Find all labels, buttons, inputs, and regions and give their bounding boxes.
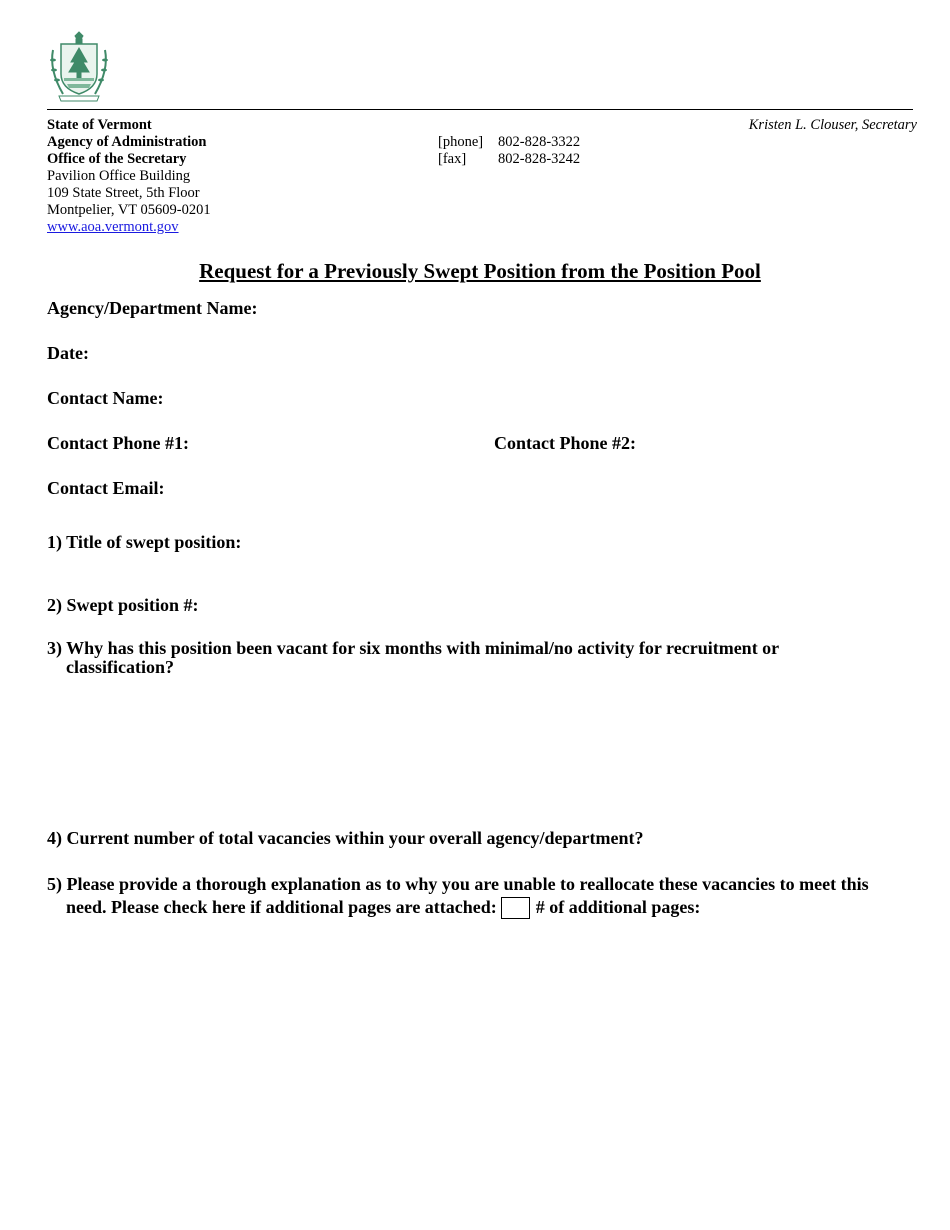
fax-label: [fax] (438, 151, 467, 167)
contact-email-label: Contact Email: (47, 478, 165, 498)
question-5-line2: need. Please check here if additional pages are attached: (66, 897, 497, 917)
question-5-line2-wrap (47, 896, 917, 919)
agency-name: Agency of Administration (47, 134, 207, 150)
form-title: Request for a Previously Swept Position from the Position Pool (199, 259, 761, 283)
vermont-seal-icon (47, 30, 111, 104)
street-address: 109 State Street, 5th Floor (47, 185, 200, 201)
city-state-zip: Montpelier, VT 05609-0201 (47, 202, 211, 218)
office-name: Office of the Secretary (47, 151, 187, 167)
state-name: State of Vermont (47, 117, 152, 133)
contact-numbers (438, 134, 580, 168)
question-1: 1) Title of swept position: (47, 532, 242, 552)
secretary-name: Kristen L. Clouser, Secretary (748, 117, 917, 133)
question-2: 2) Swept position #: (47, 595, 199, 615)
date-label: Date: (47, 343, 89, 363)
question-3-line2: classification? (66, 657, 174, 677)
agency-address-block (47, 117, 211, 236)
question-3 (47, 639, 907, 677)
website-link[interactable]: www.aoa.vermont.gov (47, 219, 179, 235)
header-rule (47, 109, 913, 110)
contact-phone1-label: Contact Phone #1: (47, 433, 189, 453)
additional-pages-count-label: # of additional pages: (535, 897, 701, 917)
fax-number: 802-828-3242 (498, 151, 581, 167)
question-5 (47, 873, 917, 919)
phone-label: [phone] (438, 134, 484, 150)
question-3-line1: 3) Why has this position been vacant for six months with minimal/no activity for recruitment or (47, 638, 780, 658)
contact-name-label: Contact Name: (47, 388, 164, 408)
question-5-line1: 5) Please provide a thorough explanation as to why you are unable to reallocate these vacancies to meet this (47, 874, 869, 894)
phone-number: 802-828-3322 (498, 134, 581, 150)
question-4: 4) Current number of total vacancies within your overall agency/department? (47, 828, 644, 848)
additional-pages-checkbox[interactable] (501, 897, 530, 919)
building-name: Pavilion Office Building (47, 168, 191, 184)
contact-phone2-label: Contact Phone #2: (494, 433, 636, 453)
agency-department-label: Agency/Department Name: (47, 298, 258, 318)
